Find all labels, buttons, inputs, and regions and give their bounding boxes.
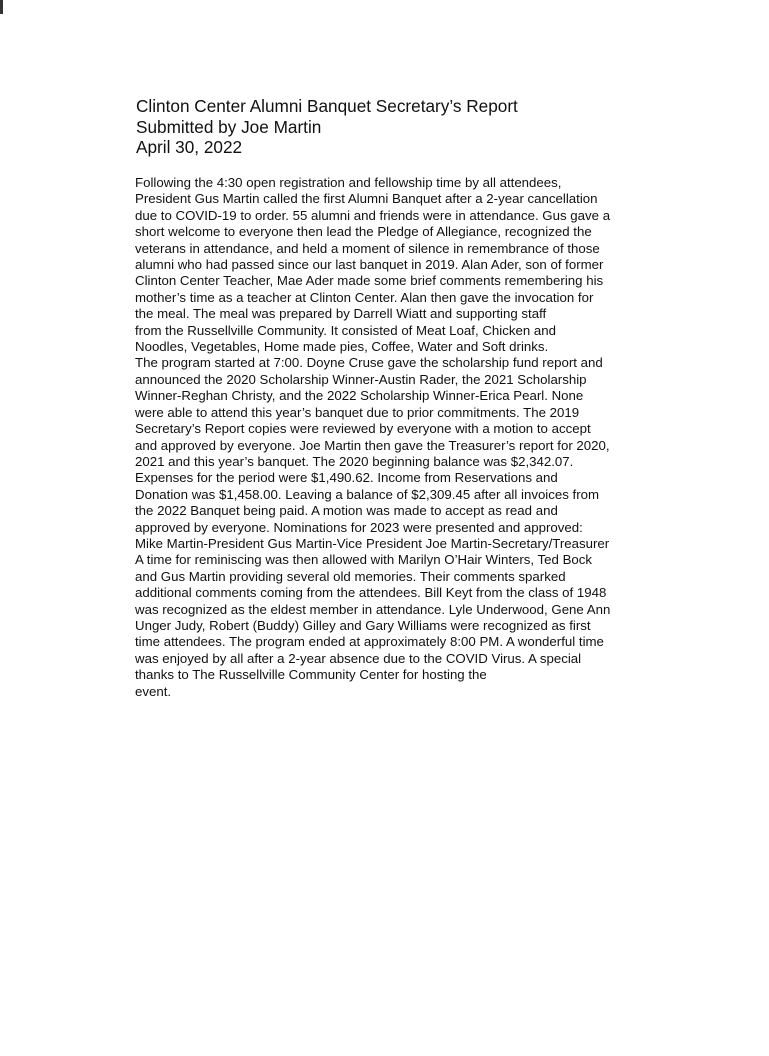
body-line: President Gus Martin called the first Alumni Banquet after a 2-year cancellation [135,191,598,207]
body-line: approved by everyone. Nominations for 2023 were presented and approved: [135,519,583,535]
body-line: Noodles, Vegetables, Home made pies, Coffee, Water and Soft drinks. [135,339,549,355]
report-date: April 30, 2022 [136,137,243,157]
body-line: veterans in attendance, and held a moment of silence in remembrance of those [135,240,600,256]
body-line: time attendees. The program ended at approximately 8:00 PM. A wonderful time [135,634,604,650]
body-line: the 2022 Banquet being paid. A motion was made to accept as read and [135,503,558,519]
body-line: 2021 and this year’s banquet. The 2020 beginning balance was $2,342.07. [135,453,574,469]
body-line: additional comments coming from the attendees. Bill Keyt from the class of 1948 [135,585,607,601]
scan-edge-mark [0,0,3,14]
body-line: thanks to The Russellville Community Center for hosting the [135,667,487,683]
body-line: the meal. The meal was prepared by Darrell Wiatt and supporting staff [135,306,547,322]
body-line: Clinton Center Teacher, Mae Ader made some brief comments remembering his [135,273,604,289]
body-line: Donation was $1,458.00. Leaving a balance of $2,309.45 after all invoices from [135,486,600,502]
body-line: was recognized as the eldest member in attendance. Lyle Underwood, Gene Ann [135,601,611,617]
body-line: mother’s time as a teacher at Clinton Center. Alan then gave the invocation for [135,289,594,305]
body-line: were able to attend this year’s banquet due to prior commitments. The 2019 [135,404,580,420]
body-line: Winner-Reghan Christy, and the 2022 Scholarship Winner-Erica Pearl. None [135,388,584,404]
body-line: short welcome to everyone then lead the Pledge of Allegiance, recognized the [135,224,592,240]
body-line: event. [135,683,172,699]
body-line: Following the 4:30 open registration and fellowship time by all attendees, [135,175,562,190]
report-header [136,96,736,158]
body-line: and approved by everyone. Joe Martin then gave the Treasurer’s report for 2020, [135,437,610,453]
report-title: Clinton Center Alumni Banquet Secretary’s Report [136,96,518,116]
body-line: A time for reminiscing was then allowed with Marilyn O’Hair Winters, Ted Bock [135,552,593,568]
report-author: Submitted by Joe Martin [136,116,322,137]
body-line: Secretary’s Report copies were reviewed by everyone with a motion to accept [135,421,591,437]
report-body [135,175,735,700]
body-line: announced the 2020 Scholarship Winner-Austin Rader, the 2021 Scholarship [135,371,587,387]
body-line: Expenses for the period were $1,490.62. Income from Reservations and [135,470,558,486]
body-line: The program started at 7:00. Doyne Cruse gave the scholarship fund report and [135,355,603,371]
body-line: due to COVID-19 to order. 55 alumni and friends were in attendance. Gus gave a [135,207,611,223]
body-line: and Gus Martin providing several old memories. Their comments sparked [135,568,566,584]
body-line: alumni who had passed since our last banquet in 2019. Alan Ader, son of former [135,257,604,273]
body-line: Mike Martin-President Gus Martin-Vice President Joe Martin-Secretary/Treasurer [135,535,610,551]
body-line: was enjoyed by all after a 2-year absence due to the COVID Virus. A special [135,650,582,666]
body-line: from the Russellville Community. It consisted of Meat Loaf, Chicken and [135,322,556,338]
body-line: Unger Judy, Robert (Buddy) Gilley and Gary Williams were recognized as first [135,617,591,633]
